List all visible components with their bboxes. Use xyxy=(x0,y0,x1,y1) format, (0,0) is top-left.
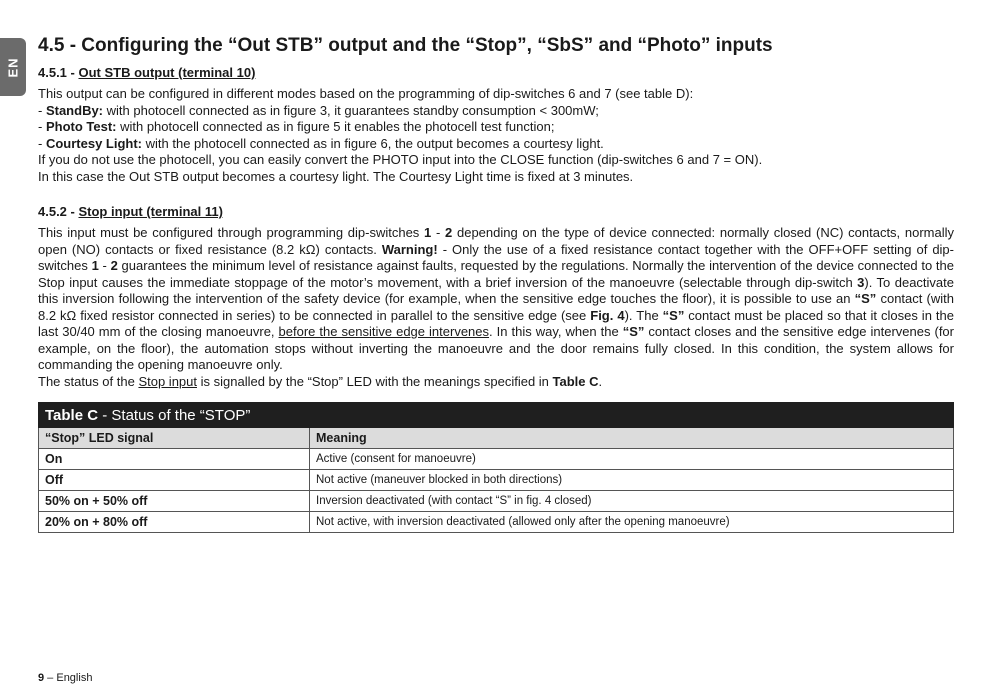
section-heading-stop-input: 4.5.2 - Stop input (terminal 11) xyxy=(38,204,223,219)
cell-meaning: Active (consent for manoeuvre) xyxy=(310,449,954,470)
language-tab xyxy=(0,38,26,96)
list-item-photo-test: - Photo Test: with photocell connected as in figure 5 it enables the photocell test function; xyxy=(38,119,555,134)
page-title: 4.5 - Configuring the “Out STB” output and the “Stop”, “SbS” and “Photo” inputs xyxy=(38,35,773,56)
column-header-meaning: Meaning xyxy=(310,428,954,449)
stop-input-paragraph: This input must be configured through programming dip-switches 1 - 2 depending on the type of device connected: normally closed (NC) contacts, normally open (NO) contacts or fixed resistance (8.2 kΩ) contacts. Warning! - Only the use of a fixed resistance contact together with the OFF+OFF setting of dip-switches 1 - 2 guarantees the minimum level of resistance against faults, requested by the regulations. Normally the intervention of the device connected to the Stop input causes the immediate stoppage of the motor’s movement, with a brief inversion of the manoeuvre (selectable through dip-switch 3). To deactivate this inversion following the intervention of the safety device (for example, when the sensitive edge touches the floor), it is possible to use an “S” contact (with 8.2 kΩ fixed resistor connected in series) to be connected in parallel to the sensitive edge (see Fig. 4). The “S” contact must be placed so that it closes in the last 30/40 mm of the closing manoeuvre, before the sensitive edge intervenes. In this way, when the “S” contact closes and the sensitive edge intervenes (for example, on the floor), the automation stops without inverting the manoeuvre and the door remains fully closed. In this condition, the system allows for commanding the opening manoeuvre only. xyxy=(38,225,955,372)
table-title: Table C - Status of the “STOP” xyxy=(39,403,954,428)
out-stb-note-2: In this case the Out STB output becomes a courtesy light. The Courtesy Light time is fixed at 3 minutes. xyxy=(38,168,634,184)
cell-meaning: Inversion deactivated (with contact “S” in fig. 4 closed) xyxy=(310,491,954,512)
page-number: 9 xyxy=(38,672,45,684)
language-label: EN xyxy=(5,56,21,78)
table-row xyxy=(39,449,954,470)
stop-status-sentence: The status of the Stop input is signalled by the “Stop” LED with the meanings specified in Table C. xyxy=(38,373,603,389)
cell-meaning: Not active, with inversion deactivated (allowed only after the opening manoeuvre) xyxy=(310,512,954,533)
table-row xyxy=(39,512,954,533)
table-c xyxy=(38,402,954,533)
page-content xyxy=(38,34,954,533)
list-item-courtesy-light: - Courtesy Light: with the photocell connected as in figure 6, the output becomes a courtesy light. xyxy=(38,135,604,151)
page-footer xyxy=(38,672,92,684)
out-stb-intro: This output can be configured in different modes based on the programming of dip-switches 6 and 7 (see table D): xyxy=(38,86,694,101)
cell-meaning: Not active (maneuver blocked in both directions) xyxy=(310,470,954,491)
table-header-row xyxy=(39,428,954,449)
table-title-row xyxy=(39,403,954,428)
cell-signal: 20% on + 80% off xyxy=(39,512,310,533)
cell-signal: Off xyxy=(39,470,310,491)
column-header-signal: “Stop” LED signal xyxy=(39,428,310,449)
table-row xyxy=(39,491,954,512)
cell-signal: On xyxy=(39,449,310,470)
list-item-standby: - StandBy: with photocell connected as in figure 3, it guarantees standby consumption < 300mW; xyxy=(38,102,599,118)
out-stb-note-1: If you do not use the photocell, you can easily convert the PHOTO input into the CLOSE function (dip-switches 6 and 7 = ON). xyxy=(38,152,763,167)
footer-language: – English xyxy=(44,672,93,684)
table-row xyxy=(39,470,954,491)
cell-signal: 50% on + 50% off xyxy=(39,491,310,512)
section-heading-out-stb: 4.5.1 - Out STB output (terminal 10) xyxy=(38,65,256,80)
